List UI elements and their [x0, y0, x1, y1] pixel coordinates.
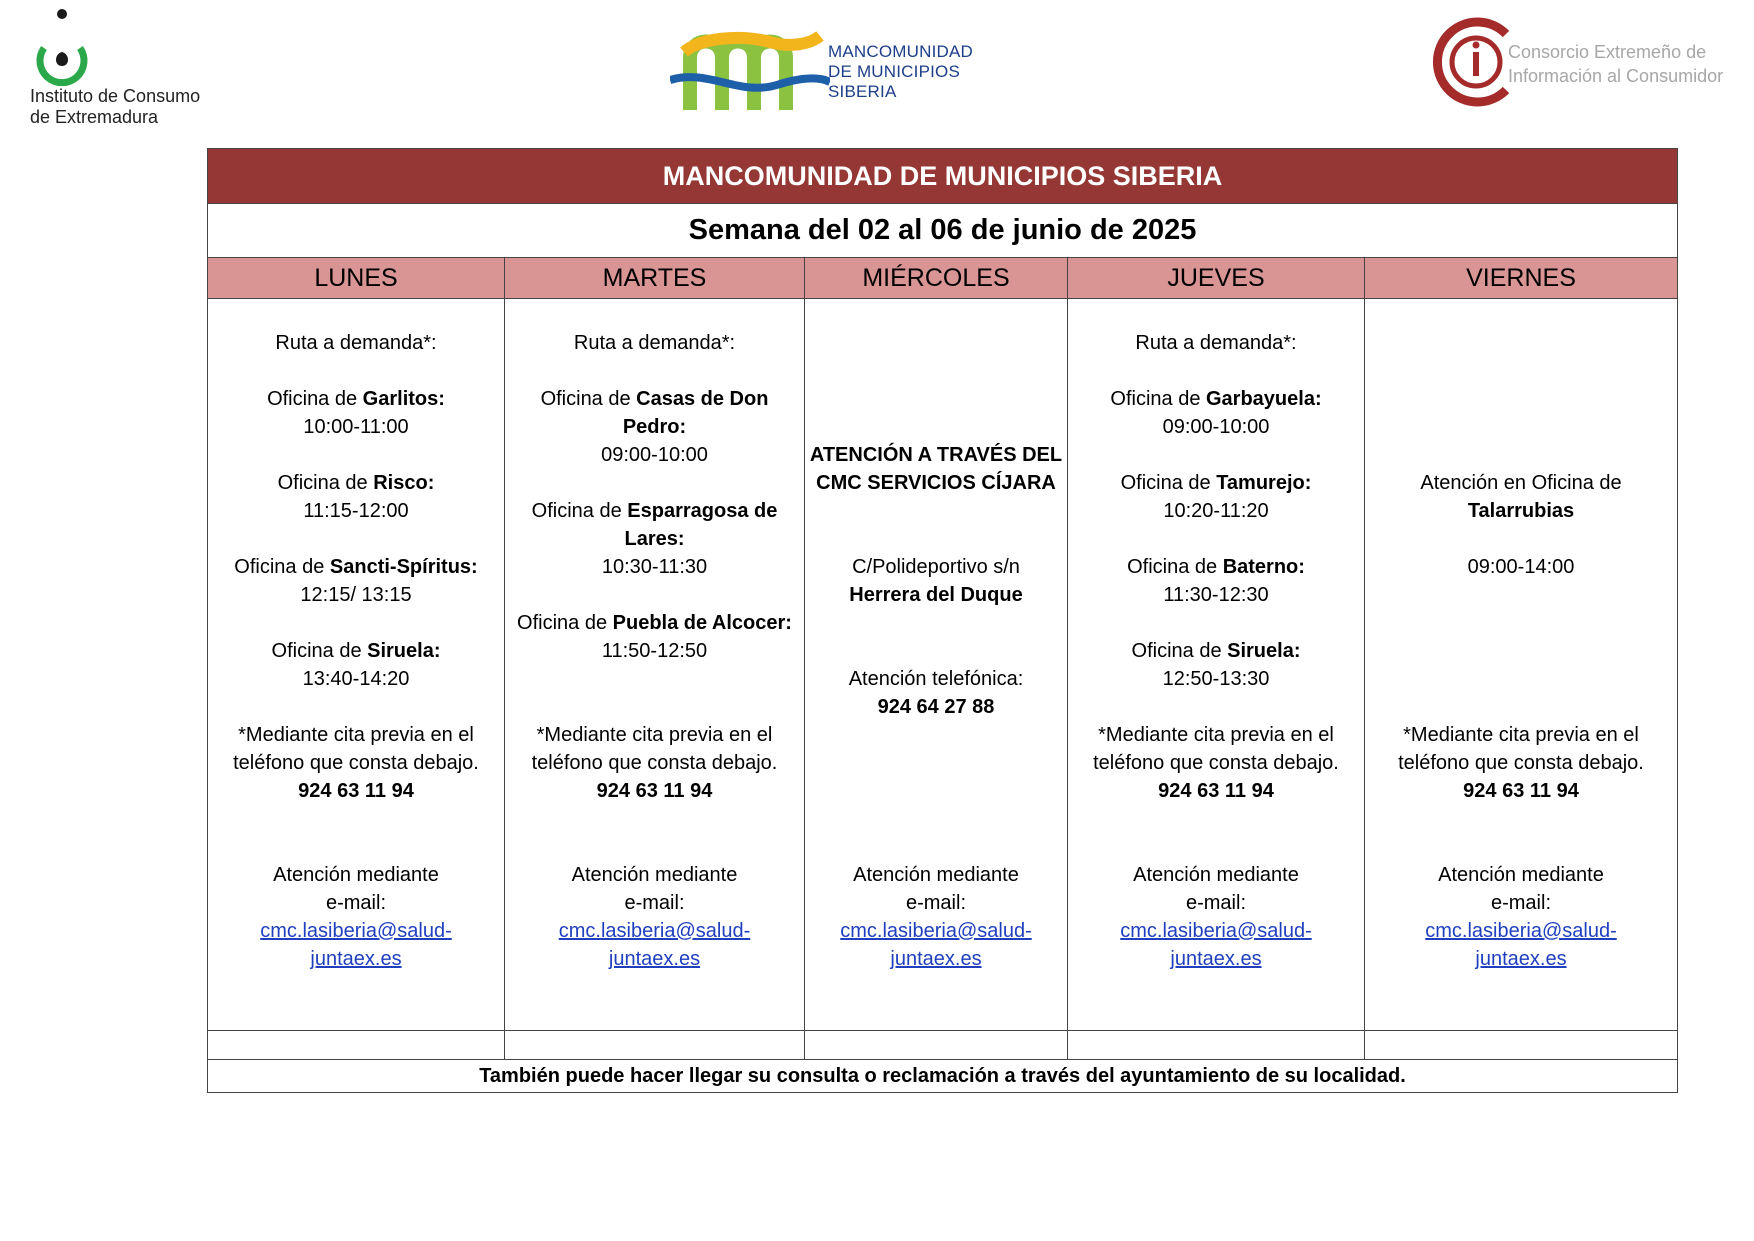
jueves-phone: 924 63 11 94	[1158, 780, 1274, 802]
martes-ruta: Ruta a demanda*:	[573, 332, 736, 354]
viernes-cell	[1365, 299, 1677, 1030]
day-header-miercoles: MIÉRCOLES	[805, 258, 1068, 298]
martes-appointment-note: *Mediante cita previa en el teléfono que consta debajo. 924 63 11 94	[531, 724, 778, 802]
martes-email-block: Atención mediante e-mail: cmc.lasiberia@salud- juntaex.es	[558, 864, 751, 970]
lunes-cell	[208, 299, 505, 1030]
miercoles-email-block: Atención mediante e-mail: cmc.lasiberia@salud- juntaex.es	[840, 864, 1032, 970]
jueves-appointment-note: *Mediante cita previa en el teléfono que consta debajo. 924 63 11 94	[1093, 724, 1339, 802]
empty-cell	[1068, 1031, 1365, 1059]
viernes-hours: 09:00-14:00	[1467, 556, 1575, 578]
week-heading: Semana del 02 al 06 de junio de 2025	[208, 204, 1677, 258]
martes-office-esparragosa: Oficina de Esparragosa de Lares: 10:30-11:30	[531, 500, 778, 578]
consorcio-logo-text: Consorcio Extremeño de Información al Consumidor	[1508, 42, 1724, 86]
miercoles-phone: 924 64 27 88	[877, 696, 995, 718]
mancomunidad-m-logo-icon	[670, 28, 830, 116]
empty-cell	[505, 1031, 805, 1059]
lunes-ruta: Ruta a demanda*:	[275, 332, 437, 354]
schedule-table	[207, 148, 1678, 1093]
lunes-office-risco: Oficina de Risco: 11:15-12:00	[277, 472, 435, 522]
viernes-email-block: Atención mediante e-mail: cmc.lasiberia@salud- juntaex.es	[1425, 864, 1617, 970]
miercoles-email-link[interactable]: cmc.lasiberia@salud- juntaex.es	[840, 920, 1032, 970]
viernes-office-talarrubias: Atención en Oficina de Talarrubias	[1420, 472, 1622, 522]
consumer-institute-logo	[26, 6, 226, 128]
schedule-body-row	[208, 299, 1677, 1031]
day-header-lunes: LUNES	[208, 258, 505, 298]
jueves-office-tamurejo: Oficina de Tamurejo: 10:20-11:20	[1120, 472, 1312, 522]
mancomunidad-logo-text: MANCOMUNIDAD DE MUNICIPIOS SIBERIA	[828, 42, 974, 101]
jueves-ruta: Ruta a demanda*:	[1135, 332, 1297, 354]
empty-cell	[805, 1031, 1068, 1059]
footer-note: También puede hacer llegar su consulta o reclamación a través del ayuntamiento de su localidad.	[479, 1064, 1406, 1087]
consumer-institute-text: Instituto de Consumo de Extremadura	[30, 86, 201, 127]
day-header-viernes: VIERNES	[1466, 263, 1576, 292]
jueves-office-baterno: Oficina de Baterno: 11:30-12:30	[1127, 556, 1305, 606]
martes-office-puebla-de-alcocer: Oficina de Puebla de Alcocer: 11:50-12:50	[517, 612, 792, 662]
lunes-email-link[interactable]: cmc.lasiberia@salud- juntaex.es	[260, 920, 452, 970]
days-header-row	[208, 258, 1677, 299]
viernes-email-link[interactable]: cmc.lasiberia@salud- juntaex.es	[1425, 920, 1617, 970]
lunes-office-garlitos: Oficina de Garlitos: 10:00-11:00	[267, 388, 445, 438]
consorcio-logo	[1428, 14, 1748, 110]
miercoles-phone-block: Atención telefónica: 924 64 27 88	[848, 668, 1024, 718]
lunes-phone: 924 63 11 94	[298, 780, 414, 802]
mancomunidad-logo	[670, 28, 1010, 116]
jueves-office-garbayuela: Oficina de Garbayuela: 09:00-10:00	[1110, 388, 1322, 438]
lunes-office-sancti-spiritus: Oficina de Sancti-Spíritus: 12:15/ 13:15	[234, 556, 478, 606]
day-header-martes: MARTES	[505, 258, 805, 298]
martes-phone: 924 63 11 94	[596, 780, 713, 802]
miercoles-service-heading: ATENCIÓN A TRAVÉS DEL CMC SERVICIOS CÍJARA	[809, 444, 1063, 494]
lunes-appointment-note: *Mediante cita previa en el teléfono que consta debajo. 924 63 11 94	[233, 724, 479, 802]
martes-office-casas-de-don-pedro: Oficina de Casas de Don Pedro: 09:00-10:00	[540, 388, 769, 466]
viernes-phone: 924 63 11 94	[1463, 780, 1579, 802]
viernes-appointment-note: *Mediante cita previa en el teléfono que consta debajo. 924 63 11 94	[1398, 724, 1644, 802]
miercoles-address: C/Polideportivo s/n Herrera del Duque	[849, 556, 1023, 606]
martes-cell	[505, 299, 805, 1030]
empty-cell	[208, 1031, 505, 1059]
jueves-office-siruela: Oficina de Siruela: 12:50-13:30	[1131, 640, 1301, 690]
consumer-institute-logo-icon	[30, 8, 94, 88]
martes-email-link[interactable]: cmc.lasiberia@salud- juntaex.es	[558, 920, 751, 970]
lunes-office-siruela: Oficina de Siruela: 13:40-14:20	[271, 640, 441, 690]
jueves-email-link[interactable]: cmc.lasiberia@salud- juntaex.es	[1120, 920, 1312, 970]
day-header-jueves: JUEVES	[1068, 258, 1365, 298]
empty-cell	[1365, 1031, 1677, 1059]
jueves-cell	[1068, 299, 1365, 1030]
miercoles-cell	[805, 299, 1068, 1030]
jueves-email-block: Atención mediante e-mail: cmc.lasiberia@salud- juntaex.es	[1120, 864, 1312, 970]
table-title: MANCOMUNIDAD DE MUNICIPIOS SIBERIA	[208, 149, 1677, 204]
lunes-email-block: Atención mediante e-mail: cmc.lasiberia@salud- juntaex.es	[260, 864, 452, 970]
empty-row	[208, 1031, 1677, 1060]
